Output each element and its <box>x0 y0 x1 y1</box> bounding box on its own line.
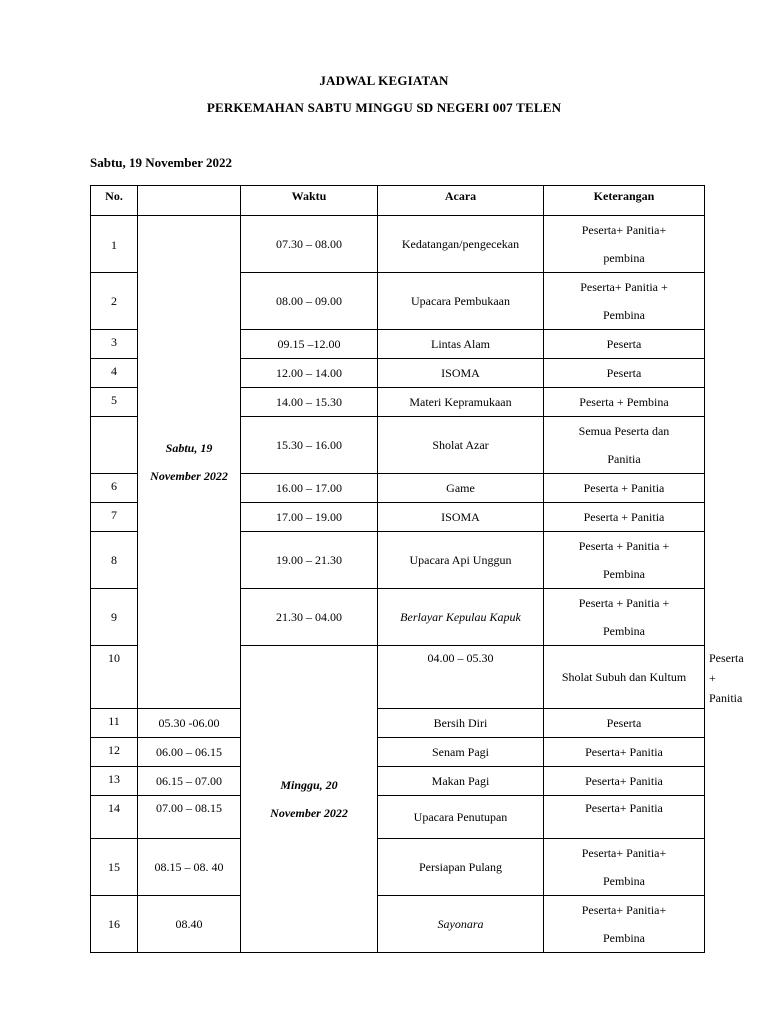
row-number: 10 <box>91 646 138 709</box>
row-time: 07.30 – 08.00 <box>241 216 378 273</box>
row-number: 6 <box>91 474 138 503</box>
row-notes: Peserta + Panitia <box>544 474 705 503</box>
document-title: JADWAL KEGIATAN <box>319 73 449 88</box>
row-number: 14 <box>91 796 138 839</box>
table-row <box>91 738 705 767</box>
row-event: Upacara Penutupan <box>378 796 544 839</box>
row-time: 14.00 – 15.30 <box>241 388 378 417</box>
row-notes: Peserta+ Panitia + Pembina <box>544 273 705 330</box>
row-notes: Peserta+ Panitia+ pembina <box>544 216 705 273</box>
row-time: 19.00 – 21.30 <box>241 532 378 589</box>
row-time: 09.15 –12.00 <box>241 330 378 359</box>
row-event: Makan Pagi <box>378 767 544 796</box>
day-cell-saturday <box>138 216 241 709</box>
row-event: Kedatangan/pengecekan <box>378 216 544 273</box>
row-event: Upacara Pembukaan <box>378 273 544 330</box>
row-number: 1 <box>91 216 138 273</box>
row-event: Sayonara <box>378 896 544 953</box>
row-time: 06.15 – 07.00 <box>138 767 241 796</box>
row-event: Berlayar Kepulau Kapuk <box>378 589 544 646</box>
table-row: 10 Minggu, 20 November 2022 04.00 – 05.30 Sholat Subuh dan Kultum Peserta + Panitia <box>91 646 705 709</box>
header-notes: Keterangan <box>544 186 705 216</box>
row-number: 12 <box>91 738 138 767</box>
row-time: 04.00 – 05.30 <box>378 646 544 709</box>
row-number: 16 <box>91 896 138 953</box>
row-notes: Semua Peserta dan Panitia <box>544 417 705 474</box>
row-number: 3 <box>91 330 138 359</box>
row-notes: Peserta <box>544 359 705 388</box>
header-time: Waktu <box>241 186 378 216</box>
table-row <box>91 767 705 796</box>
row-time: 17.00 – 19.00 <box>241 503 378 532</box>
row-event: Sholat Subuh dan Kultum <box>544 646 705 709</box>
row-number: 9 <box>91 589 138 646</box>
row-number: 4 <box>91 359 138 388</box>
header-day <box>138 186 241 216</box>
row-time: 21.30 – 04.00 <box>241 589 378 646</box>
table-row <box>91 216 705 273</box>
row-number: 11 <box>91 709 138 738</box>
row-event: Game <box>378 474 544 503</box>
row-notes: Peserta <box>544 330 705 359</box>
row-event: ISOMA <box>378 503 544 532</box>
row-event: Materi Kepramukaan <box>378 388 544 417</box>
row-time: 15.30 – 16.00 <box>241 417 378 474</box>
day-label: Minggu, 20 <box>280 778 338 792</box>
day-label: Sabtu, 19 <box>165 441 213 455</box>
row-notes: Peserta+ Panitia <box>544 796 705 839</box>
header-event: Acara <box>378 186 544 216</box>
header-no: No. <box>91 186 138 216</box>
row-notes: Peserta+ Panitia+ Pembina <box>544 896 705 953</box>
day-date: November 2022 <box>270 806 348 820</box>
row-notes: Peserta + Panitia + Pembina <box>544 589 705 646</box>
row-notes: Peserta + Pembina <box>544 388 705 417</box>
row-event: Upacara Api Unggun <box>378 532 544 589</box>
row-time: 16.00 – 17.00 <box>241 474 378 503</box>
row-notes: Peserta + Panitia <box>544 503 705 532</box>
row-notes: Peserta <box>544 709 705 738</box>
row-number: 5 <box>91 388 138 417</box>
row-time: 08.00 – 09.00 <box>241 273 378 330</box>
day-cell-sunday <box>241 646 378 953</box>
row-notes: Peserta + Panitia + Pembina <box>544 532 705 589</box>
document-subtitle: PERKEMAHAN SABTU MINGGU SD NEGERI 007 TELEN <box>206 100 562 115</box>
row-number: 2 <box>91 273 138 330</box>
row-notes: Peserta+ Panitia+ Pembina <box>544 839 705 896</box>
row-time: 06.00 – 06.15 <box>138 738 241 767</box>
row-number: 13 <box>91 767 138 796</box>
row-time: 12.00 – 14.00 <box>241 359 378 388</box>
table-row <box>91 709 705 738</box>
schedule-date: Sabtu, 19 November 2022 <box>90 155 233 170</box>
row-event: Persiapan Pulang <box>378 839 544 896</box>
row-notes: Peserta+ Panitia <box>544 767 705 796</box>
table-row <box>91 839 705 896</box>
row-number: 8 <box>91 532 138 589</box>
row-number <box>91 417 138 474</box>
row-time: 08.40 <box>138 896 241 953</box>
table-header-row <box>91 186 705 216</box>
row-notes: Peserta+ Panitia <box>544 738 705 767</box>
row-number: 15 <box>91 839 138 896</box>
row-event: Senam Pagi <box>378 738 544 767</box>
table-row <box>91 896 705 953</box>
table-row <box>91 796 705 839</box>
row-event: ISOMA <box>378 359 544 388</box>
schedule-table <box>90 185 744 953</box>
row-event: Sholat Azar <box>378 417 544 474</box>
row-time: 05.30 -06.00 <box>138 709 241 738</box>
day-date: November 2022 <box>150 469 228 483</box>
row-event: Lintas Alam <box>378 330 544 359</box>
row-number: 7 <box>91 503 138 532</box>
row-time: 08.15 – 08. 40 <box>138 839 241 896</box>
row-event: Bersih Diri <box>378 709 544 738</box>
row-time: 07.00 – 08.15 <box>138 796 241 839</box>
